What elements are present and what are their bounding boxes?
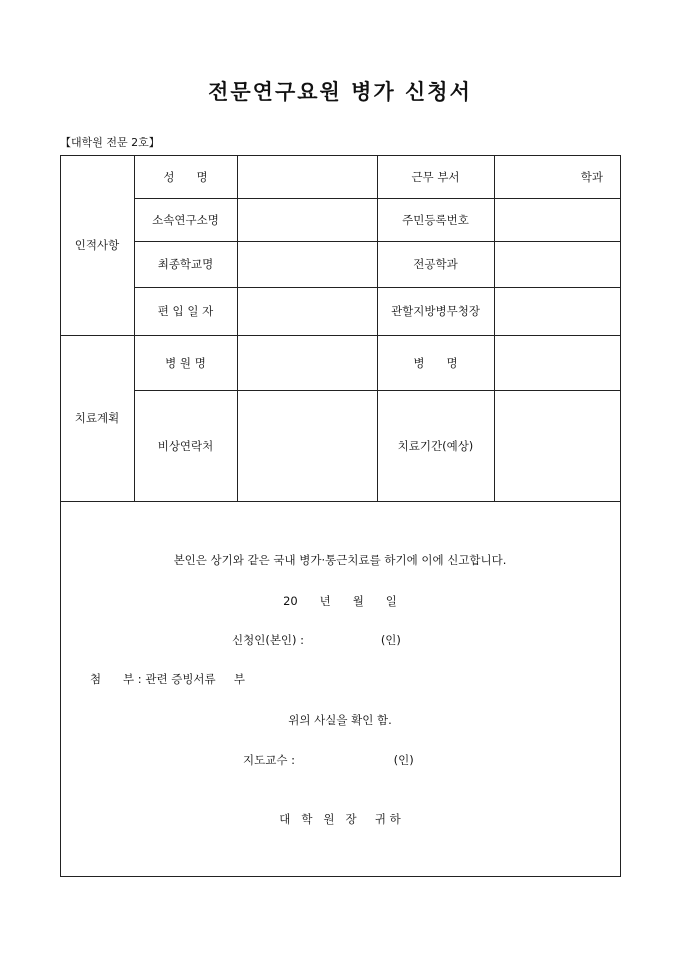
- enrollment-date-field[interactable]: [237, 287, 377, 335]
- disease-name-label: 병 명: [413, 355, 458, 370]
- confirmation-text: 위의 사실을 확인 함.: [288, 713, 392, 727]
- military-office-field[interactable]: [494, 287, 621, 335]
- personal-info-section-label: 인적사항: [74, 238, 120, 252]
- hospital-name-field[interactable]: [237, 335, 377, 390]
- final-school-field[interactable]: [237, 241, 377, 287]
- hospital-name-label: 병 원 명: [165, 355, 206, 370]
- name-field[interactable]: [237, 155, 377, 198]
- emergency-contact-field[interactable]: [237, 390, 377, 501]
- resident-number-field[interactable]: [494, 198, 621, 241]
- final-school-label: 최종학교명: [157, 257, 214, 271]
- emergency-contact-label: 비상연락처: [157, 438, 214, 453]
- treatment-period-label: 치료기간(예상): [397, 438, 474, 453]
- enrollment-date-label: 편 입 일 자: [157, 304, 214, 318]
- department-field[interactable]: 학과: [580, 169, 603, 184]
- form-code: 【대학원 전문 2호】: [60, 136, 160, 149]
- form-title: 전문연구요원 병가 신청서: [208, 79, 472, 104]
- name-label: 성 명: [163, 169, 208, 184]
- applicant-signature-line: 신청인(본인) : (인): [232, 633, 401, 647]
- department-label: 근무 부서: [411, 169, 460, 184]
- grid-line: [60, 501, 621, 502]
- addressee: 대 학 원 장 귀 하: [279, 812, 401, 826]
- research-institute-field[interactable]: [237, 198, 377, 241]
- treatment-period-field[interactable]: [494, 390, 621, 501]
- military-office-label: 관할지방병무청장: [391, 304, 480, 318]
- major-label: 전공학과: [413, 257, 458, 271]
- date-line: 20 년 월 일: [283, 594, 397, 608]
- attachment-line: 첨 부 : 관련 증빙서류 부: [90, 672, 246, 686]
- advisor-signature-line: 지도교수 : (인): [243, 753, 414, 767]
- declaration-statement: 본인은 상기와 같은 국내 병가·통근치료를 하기에 이에 신고합니다.: [173, 553, 507, 567]
- treatment-plan-section-label: 치료계획: [74, 411, 120, 425]
- research-institute-label: 소속연구소명: [152, 212, 219, 227]
- major-field[interactable]: [494, 241, 621, 287]
- disease-name-field[interactable]: [494, 335, 621, 390]
- resident-number-label: 주민등록번호: [402, 212, 469, 227]
